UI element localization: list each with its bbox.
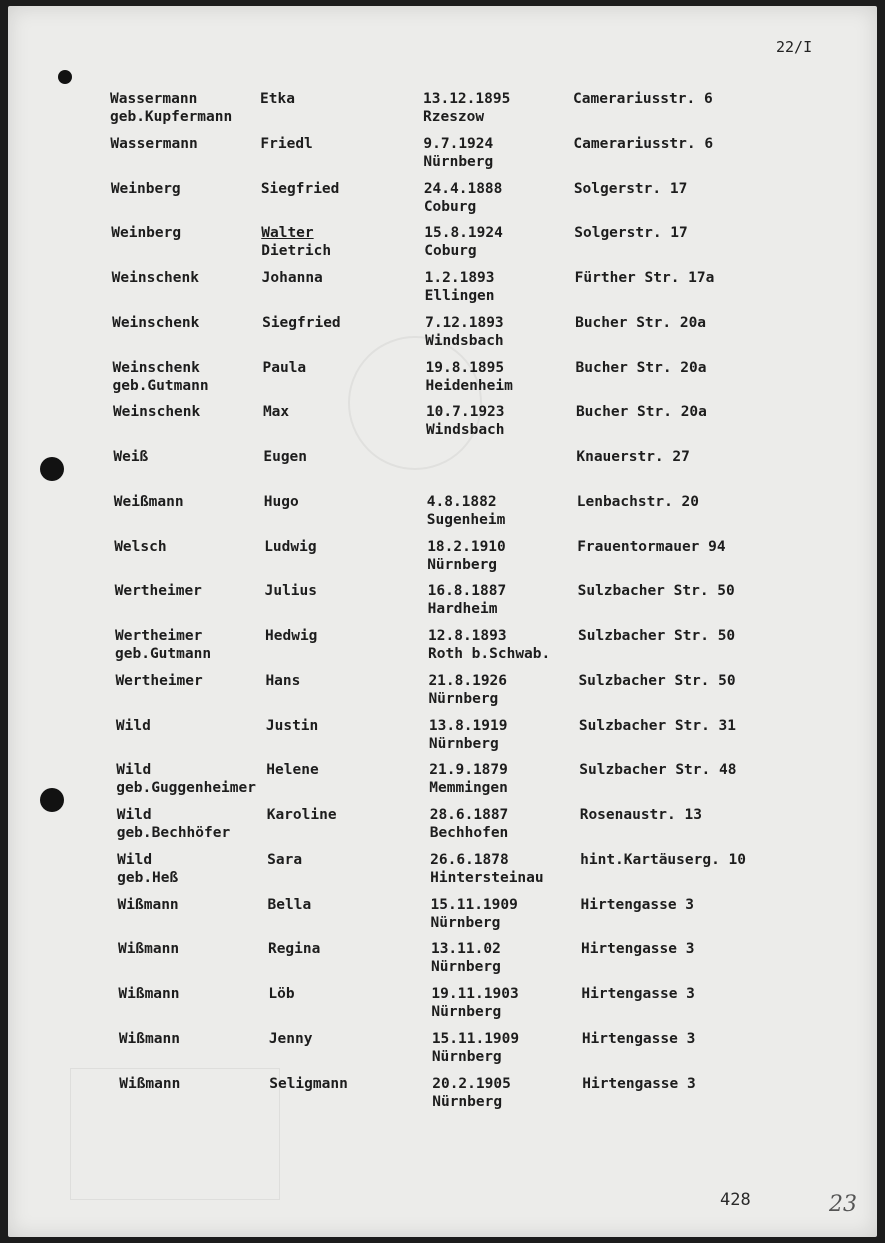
entry-cell [580,851,746,869]
surname: Weißmann [113,493,184,510]
entry-cell [114,538,166,556]
entry-cell [115,672,202,690]
entry-cell [428,582,507,618]
given-name: Helene [266,762,319,779]
birth-place: Nürnberg [428,735,499,752]
entry-row [111,180,811,220]
given-name: Seligmann [269,1075,348,1092]
surname: Wertheimer [115,672,203,689]
entry-cell [118,896,179,914]
entry-row [115,582,815,622]
given-name: Siegfried [262,314,341,331]
entry-cell [423,90,510,126]
entry-row [115,672,815,712]
entry-row [117,851,817,891]
address: Lenbachstr. 20 [576,493,699,510]
given-name: Justin [265,717,319,734]
entry-cell [429,761,508,797]
surname: Wild [117,851,153,868]
entry-cell [118,940,179,958]
entry-cell [579,717,736,735]
maiden-name: geb.Heß [117,869,179,886]
entry-cell [428,672,507,708]
surname: Weinschenk [112,359,200,376]
given-name: Walter [261,225,314,242]
birth-date: 9.7.1924 [423,135,494,152]
address: Camerariusstr. 6 [573,91,713,107]
entry-cell [267,806,337,824]
document-page [8,6,877,1237]
birth-date: 10.7.1923 [425,404,505,421]
birth-date: 13.12.1895 [423,91,511,107]
entry-cell [577,538,725,556]
entry-cell [581,940,695,958]
entry-cell [111,180,181,198]
entry-cell [117,851,178,887]
entry-cell [266,717,318,735]
birth-date: 15.11.1909 [430,896,518,913]
entry-cell [574,180,688,198]
given-name: Karoline [266,807,337,823]
entry-cell [432,1075,511,1111]
given-name: Etka [260,91,295,107]
entry-cell [427,538,506,574]
entry-row [117,806,817,846]
address: hint.Kartäuserg. 10 [580,851,746,868]
entry-cell [576,403,707,421]
birth-place: Nürnberg [428,690,499,707]
entry-cell [427,493,506,529]
entry-row [119,1075,819,1115]
address: Sulzbacher Str. 31 [578,717,737,734]
entry-cell [578,582,735,600]
given-name: Johanna [261,270,323,286]
birth-place: Windsbach [425,422,505,439]
birth-place: Ellingen [424,288,495,304]
entry-cell [110,90,232,126]
entry-cell [576,359,707,377]
entry-cell [119,1075,180,1093]
entry-cell [577,493,699,511]
entry-row [118,896,818,936]
entry-row [110,135,810,175]
entry-cell [116,761,256,797]
given-name: Hedwig [265,628,318,644]
address: Knauerstr. 27 [576,449,690,465]
entry-cell [430,851,544,887]
entry-cell [262,314,341,332]
maiden-name: geb.Kupfermann [110,109,233,125]
birth-place: Nürnberg [430,959,501,976]
address: Sulzbacher Str. 48 [579,762,737,779]
entry-cell [581,896,695,914]
surname: Weinberg [110,180,181,197]
maiden-name: geb.Gutmann [115,646,212,662]
entry-row [113,359,813,399]
entry-cell [119,1030,180,1048]
entry-cell [112,269,199,287]
entry-cell [110,135,197,153]
address: Solgerstr. 17 [573,180,688,197]
address: Hirtengasse 3 [581,1030,696,1047]
entry-cell [264,538,316,556]
birth-place: Nürnberg [423,153,494,170]
surname: Weinschenk [111,270,199,286]
punch-hole-lower [40,788,64,812]
maiden-name: geb.Guggenheimer [116,780,256,797]
birth-date: 20.2.1905 [432,1075,511,1092]
address: Bucher Str. 20a [575,359,707,376]
entry-cell [111,224,181,242]
surname: Wißmann [118,986,180,1002]
page-reference: 22/I [776,38,813,56]
given-name: Eugen [263,449,308,465]
entry-cell [426,403,505,439]
entry-cell [575,314,706,332]
entry-cell [115,627,211,663]
birth-date: 4.8.1882 [426,493,497,510]
entry-row [112,314,812,354]
entry-cell [579,761,736,779]
birth-place: Heidenheim [425,377,513,394]
entry-cell [576,448,690,466]
address: Rosenaustr. 13 [579,807,702,823]
entry-row [118,985,818,1025]
entry-cell [113,359,209,395]
entry-cell [113,403,200,421]
entry-row [110,90,810,130]
given-name: Regina [267,941,321,958]
surname: Wißmann [117,896,179,913]
birth-date: 13.8.1919 [428,717,508,734]
birth-place: Nürnberg [431,1004,502,1020]
birth-place: Bechhofen [429,825,509,841]
entry-cell [116,717,151,735]
entry-cell [117,806,231,842]
address: Fürther Str. 17a [574,270,715,286]
entry-cell [266,761,318,779]
entry-cell [112,314,199,332]
entry-cell [268,985,294,1003]
maiden-name: geb.Bechhöfer [116,825,231,841]
entry-cell [265,672,300,690]
entry-cell [260,90,295,108]
entry-cell [582,1075,696,1093]
birth-place: Nürnberg [432,1093,503,1110]
entry-cell [115,582,202,600]
given-name: Jenny [268,1030,313,1047]
given-name: Friedl [260,135,313,152]
surname: Wassermann [110,91,198,107]
entry-row [119,1030,819,1070]
birth-date: 21.9.1879 [429,762,508,779]
entry-row [111,224,811,264]
surname: Wild [116,762,152,779]
surname: Wassermann [110,135,198,152]
entry-cell [429,717,508,753]
birth-date: 19.8.1895 [425,359,505,376]
given-name: Paula [262,359,307,376]
entry-cell [260,135,312,153]
entry-cell [573,135,713,153]
birth-place: Coburg [424,243,477,260]
given-name: Bella [267,896,312,913]
surname: Wißmann [118,1030,180,1047]
birth-date: 13.11.02 [430,941,501,958]
given-name: Ludwig [264,538,317,555]
entry-cell [263,403,289,421]
entry-cell [269,1030,313,1048]
birth-date: 15.8.1924 [424,225,503,242]
entry-cell [574,224,688,242]
birth-place: Nürnberg [431,1048,502,1065]
entry-cell [114,493,184,511]
given-name: Hugo [263,493,299,510]
entry-row [114,493,814,533]
entry-cell [432,1030,519,1066]
entry-cell [431,940,501,976]
entry-cell [267,851,302,869]
given-name: Löb [268,986,295,1002]
entry-cell [578,672,735,690]
surname: Wertheimer [114,583,202,600]
punch-hole-middle [40,457,64,481]
birth-place: Coburg [423,198,477,215]
birth-place: Nürnberg [430,914,501,931]
birth-place: Sugenheim [426,511,506,528]
entry-cell [261,224,331,260]
surname: Wild [115,717,151,734]
entry-cell [262,269,323,287]
surname: Wißmann [117,941,180,958]
birth-place: Windsbach [425,332,504,349]
birth-place: Roth b.Schwab. [428,646,551,662]
given-name: Hans [265,672,301,689]
birth-place: Nürnberg [427,556,498,573]
surname: Wild [116,807,152,823]
entry-cell [268,896,312,914]
birth-place: Memmingen [429,780,508,797]
birth-date: 24.4.1888 [423,180,503,197]
entry-row [114,538,814,578]
given-name: Sara [267,851,303,868]
birth-date: 1.2.1893 [424,270,495,286]
address: Hirtengasse 3 [580,896,695,913]
address: Camerariusstr. 6 [573,135,714,152]
birth-date: 28.6.1887 [429,807,509,823]
entry-cell [430,806,509,842]
entry-cell [575,269,715,287]
entry-cell [431,985,518,1021]
entry-cell [425,269,495,305]
entry-cell [263,359,307,377]
address: Hirtengasse 3 [581,986,695,1002]
surname: Wißmann [119,1075,181,1092]
surname: Weinberg [111,225,182,242]
birth-date: 26.6.1878 [430,851,509,868]
entry-cell [580,806,702,824]
entry-cell [573,90,713,108]
birth-place: Hintersteinau [430,869,544,886]
entry-cell [424,180,503,216]
entry-row [116,717,816,757]
entry-cell [425,314,504,350]
birth-place: Hardheim [427,601,498,618]
entry-cell [426,359,513,395]
entry-row [118,940,818,980]
punch-hole-top [58,70,72,84]
birth-date: 19.11.1903 [431,986,519,1002]
birth-date: 18.2.1910 [427,538,506,555]
surname: Wertheimer [115,628,203,644]
address: Sulzbacher Str. 50 [578,672,736,689]
surname: Welsch [114,538,167,555]
entry-cell [424,224,503,260]
address: Solgerstr. 17 [574,225,688,242]
entry-cell [268,940,320,958]
address: Frauentormauer 94 [577,538,726,555]
entry-row [113,448,813,488]
birth-date: 21.8.1926 [428,672,508,689]
entry-row [115,627,815,667]
entry-cell [428,627,550,663]
surname: Weinschenk [112,404,201,421]
page-number: 428 [720,1190,751,1210]
maiden-name: geb.Gutmann [112,377,209,394]
entry-cell [265,582,317,600]
birth-date: 7.12.1893 [425,314,504,331]
entry-row [116,761,816,801]
given-name: Julius [264,583,317,600]
entry-cell [582,1030,696,1048]
given-name: Siegfried [260,180,340,197]
entry-cell [431,896,518,932]
entry-cell [423,135,493,171]
entry-cell [264,493,299,511]
surname: Weinschenk [112,314,200,331]
given-name: Max [262,404,290,421]
address: Hirtengasse 3 [580,941,695,958]
address: Bucher Str. 20a [575,404,707,421]
entry-row [112,269,812,309]
address: Sulzbacher Str. 50 [578,628,736,644]
entry-cell [578,627,735,645]
handwritten-number: 23 [829,1192,857,1217]
entry-cell [269,1075,348,1093]
address: Bucher Str. 20a [575,314,707,331]
address: Hirtengasse 3 [582,1075,696,1092]
surname: Weiß [113,449,149,465]
entry-cell [581,985,695,1003]
entry-cell [113,448,148,466]
entry-cell [263,448,307,466]
second-given-name: Dietrich [261,243,332,260]
entry-cell [265,627,317,645]
address: Sulzbacher Str. 50 [577,583,735,600]
entry-cell [261,180,340,198]
entry-row [113,403,813,443]
birth-place: Rzeszow [423,109,485,125]
birth-date: 15.11.1909 [431,1030,520,1047]
entry-cell [118,985,179,1003]
birth-date: 12.8.1893 [428,628,507,644]
birth-date: 16.8.1887 [427,583,507,600]
